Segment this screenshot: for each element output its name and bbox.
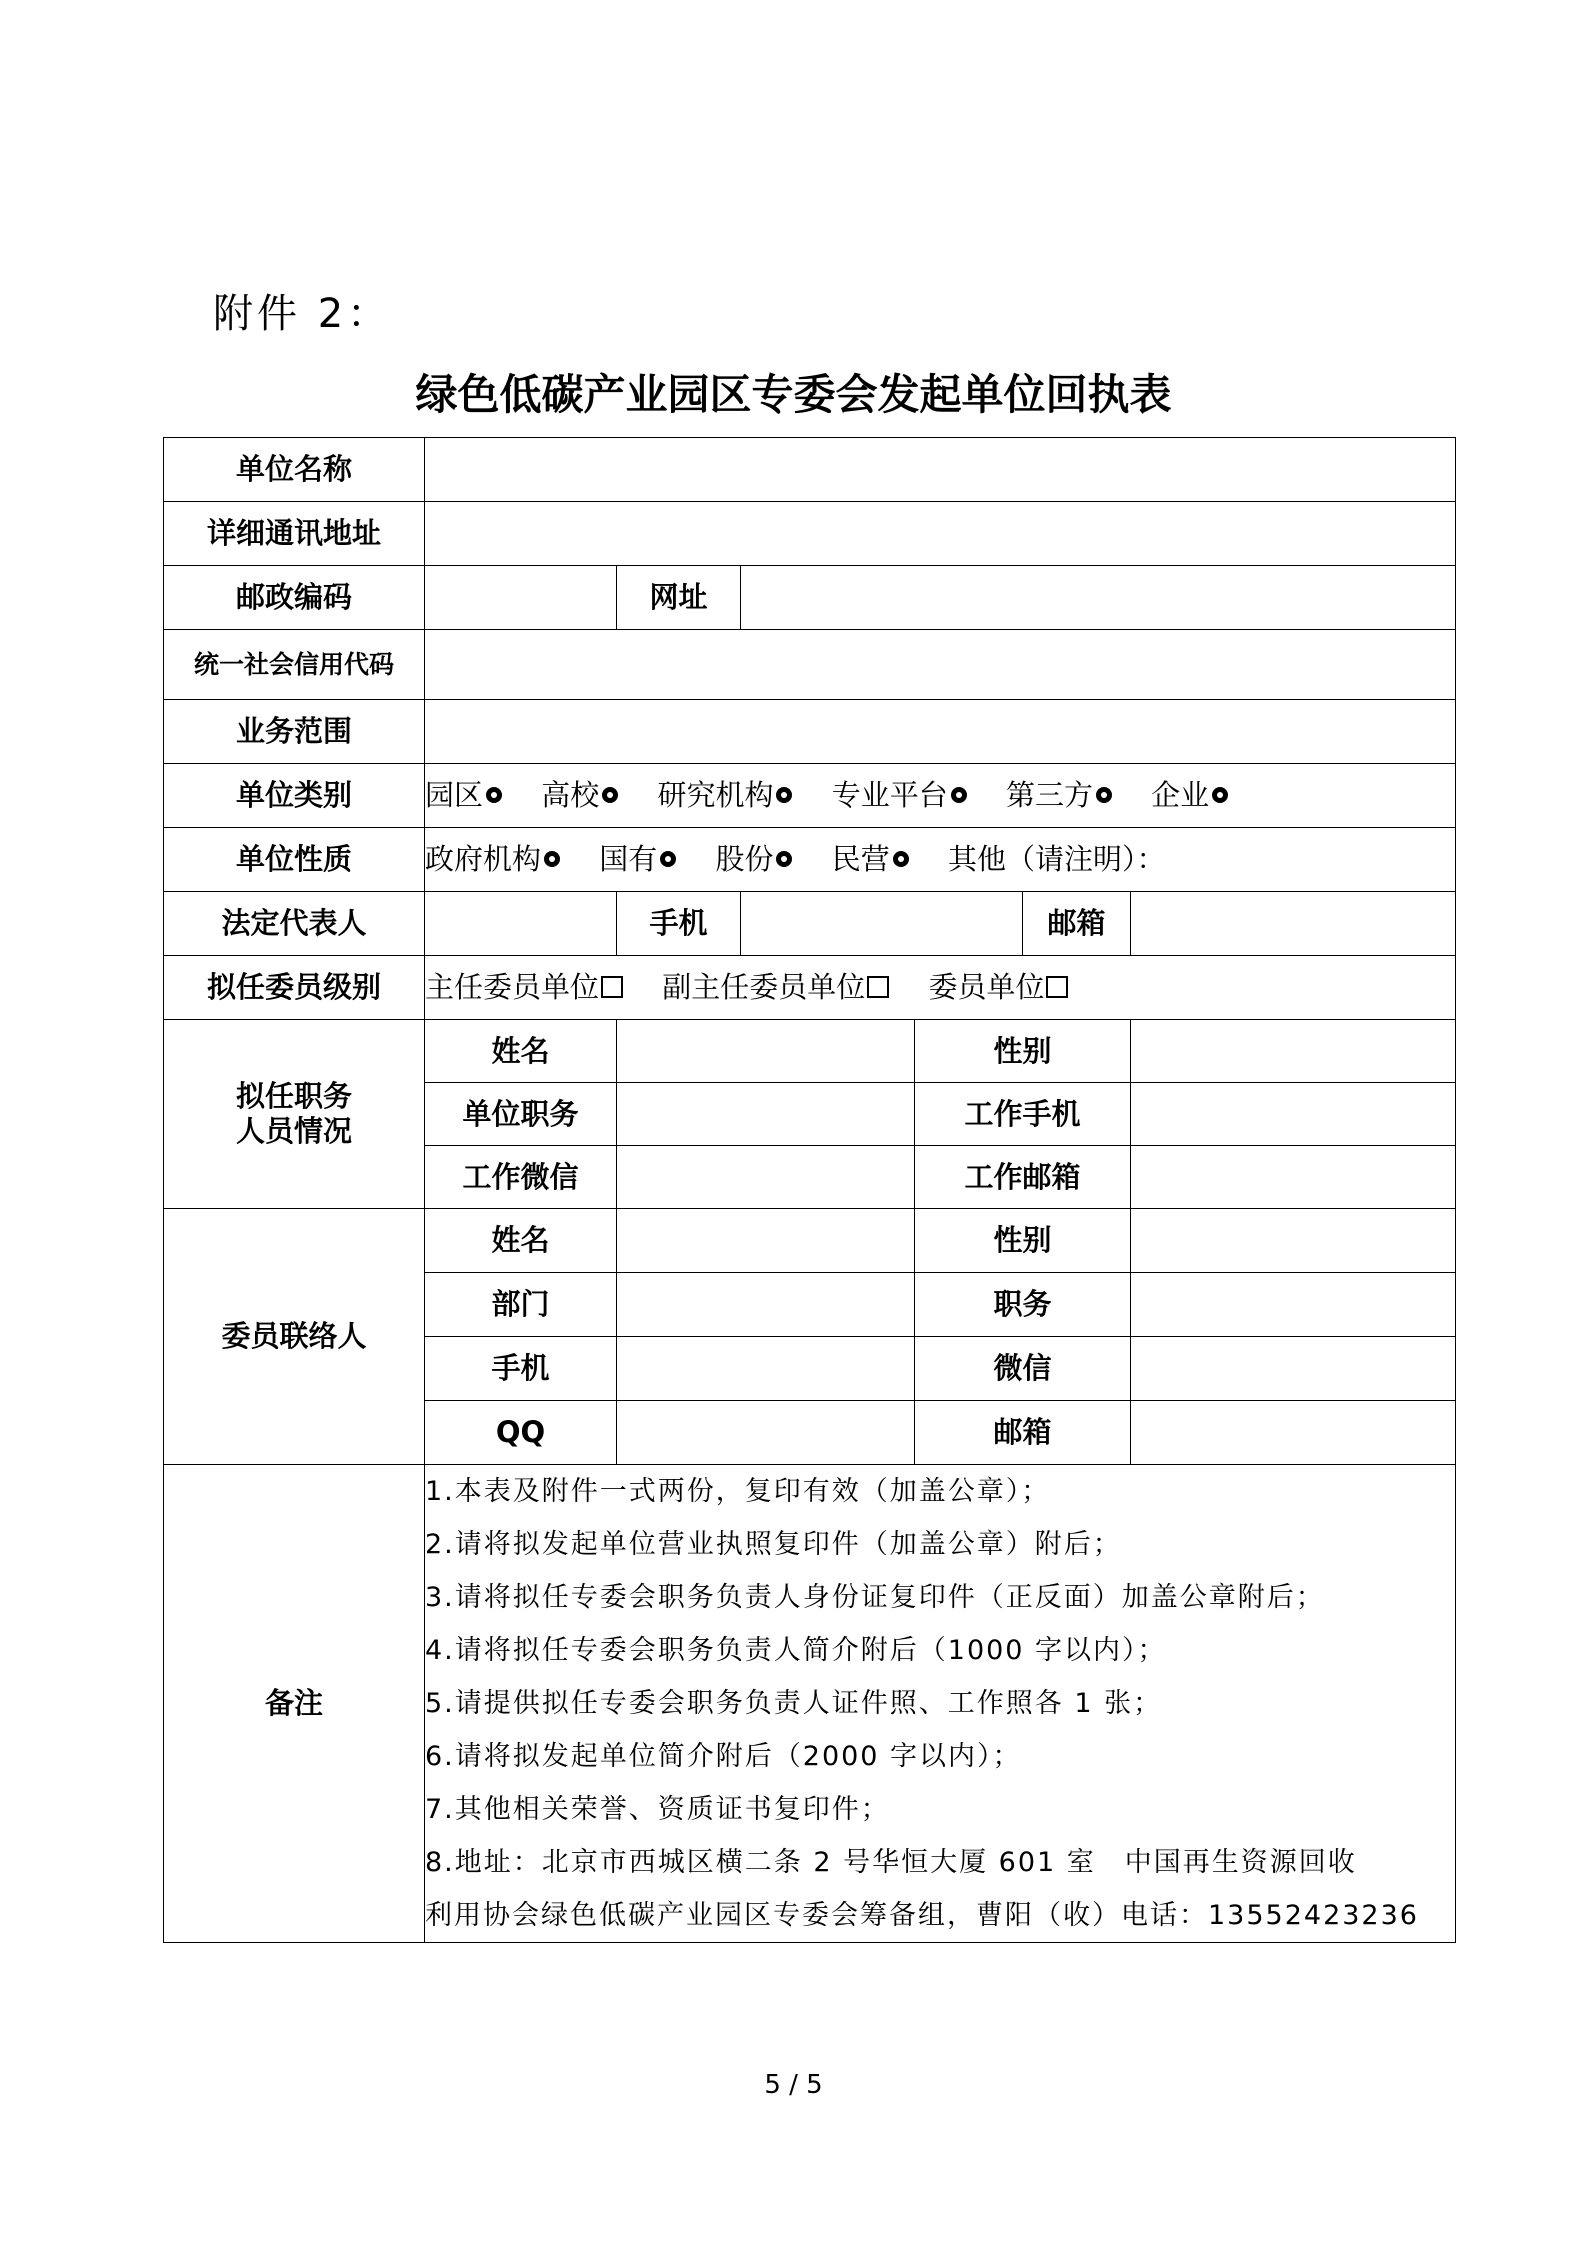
liaison-email-field[interactable] — [1131, 1401, 1456, 1465]
category-option-university[interactable]: 高校 — [541, 778, 618, 812]
person-unit-position-field[interactable] — [617, 1083, 915, 1146]
liaison-department-label: 部门 — [425, 1273, 617, 1337]
level-option-chair[interactable]: 主任委员单位 — [425, 970, 623, 1004]
person-work-email-field[interactable] — [1131, 1146, 1456, 1209]
unit-name-field[interactable] — [425, 438, 1456, 502]
unit-category-label: 单位类别 — [164, 764, 425, 828]
note-line: 3.请将拟任专委会职务负责人身份证复印件（正反面）加盖公章附后； — [425, 1582, 1325, 1613]
nature-option-other[interactable]: 其他（请注明）： — [947, 842, 1166, 877]
radio-icon[interactable] — [544, 851, 560, 867]
member-level-options — [425, 956, 1456, 1020]
attachment-label: 附件 2： — [213, 291, 392, 337]
liaison-name-field[interactable] — [617, 1209, 915, 1273]
category-option-park[interactable]: 园区 — [425, 778, 502, 812]
person-work-mobile-field[interactable] — [1131, 1083, 1456, 1146]
note-line: 4.请将拟任专委会职务负责人简介附后（1000 字以内）； — [425, 1635, 1167, 1666]
radio-icon[interactable] — [776, 787, 792, 803]
postcode-label: 邮政编码 — [164, 566, 425, 630]
row-address — [164, 502, 1456, 566]
checkbox-icon[interactable] — [601, 976, 623, 998]
note-line: 5.请提供拟任专委会职务负责人证件照、工作照各 1 张； — [425, 1688, 1163, 1719]
mobile-label: 手机 — [617, 892, 741, 956]
liaison-name-label: 姓名 — [425, 1209, 617, 1273]
person-name-field[interactable] — [617, 1020, 915, 1083]
unit-nature-options — [425, 828, 1456, 892]
business-scope-field[interactable] — [425, 700, 1456, 764]
note-line: 2.请将拟发起单位营业执照复印件（加盖公章）附后； — [425, 1529, 1122, 1560]
person-work-wechat-label: 工作微信 — [425, 1146, 617, 1209]
nature-option-government[interactable]: 政府机构 — [425, 842, 560, 876]
mobile-field[interactable] — [741, 892, 1023, 956]
liaison-position-label: 职务 — [915, 1273, 1131, 1337]
row-credit-code — [164, 630, 1456, 700]
remarks-label: 备注 — [164, 1465, 425, 1943]
row-person-1 — [164, 1020, 1456, 1083]
note-line: 6.请将拟发起单位简介附后（2000 字以内）； — [425, 1741, 1022, 1772]
website-label: 网址 — [617, 566, 741, 630]
row-member-level — [164, 956, 1456, 1020]
row-unit-nature — [164, 828, 1456, 892]
liaison-department-field[interactable] — [617, 1273, 915, 1337]
liaison-gender-label: 性别 — [915, 1209, 1131, 1273]
email-label: 邮箱 — [1023, 892, 1131, 956]
radio-icon[interactable] — [660, 851, 676, 867]
category-option-research[interactable]: 研究机构 — [657, 778, 792, 812]
note-line: 7.其他相关荣誉、资质证书复印件； — [425, 1794, 890, 1825]
radio-icon[interactable] — [1212, 787, 1228, 803]
person-work-mobile-label: 工作手机 — [915, 1083, 1131, 1146]
liaison-position-field[interactable] — [1131, 1273, 1456, 1337]
liaison-gender-field[interactable] — [1131, 1209, 1456, 1273]
note-line: 8.地址：北京市西城区横二条 2 号华恒大厦 601 室 中国再生资源回收 — [425, 1847, 1357, 1878]
row-legal-rep — [164, 892, 1456, 956]
liaison-qq-label: QQ — [425, 1401, 617, 1465]
person-gender-label: 性别 — [915, 1020, 1131, 1083]
liaison-qq-field[interactable] — [617, 1401, 915, 1465]
position-person-label: 拟任职务 人员情况 — [164, 1020, 425, 1209]
radio-icon[interactable] — [893, 851, 909, 867]
person-name-label: 姓名 — [425, 1020, 617, 1083]
note-line: 1.本表及附件一式两份，复印有效（加盖公章）； — [425, 1476, 1051, 1507]
row-remarks — [164, 1465, 1456, 1943]
checkbox-icon[interactable] — [1046, 976, 1068, 998]
note-line: 利用协会绿色低碳产业园区专委会筹备组，曹阳（收）电话：13552423236 — [425, 1900, 1419, 1931]
level-option-member[interactable]: 委员单位 — [928, 970, 1068, 1004]
unit-name-label: 单位名称 — [164, 438, 425, 502]
business-scope-label: 业务范围 — [164, 700, 425, 764]
category-option-third-party[interactable]: 第三方 — [1006, 778, 1112, 812]
row-postcode — [164, 566, 1456, 630]
category-option-enterprise[interactable]: 企业 — [1151, 778, 1228, 812]
radio-icon[interactable] — [776, 851, 792, 867]
email-field[interactable] — [1131, 892, 1456, 956]
person-gender-field[interactable] — [1131, 1020, 1456, 1083]
radio-icon[interactable] — [486, 787, 502, 803]
liaison-mobile-label: 手机 — [425, 1337, 617, 1401]
row-unit-name — [164, 438, 1456, 502]
liaison-label: 委员联络人 — [164, 1209, 425, 1465]
nature-option-joint-stock[interactable]: 股份 — [715, 842, 792, 876]
row-business-scope — [164, 700, 1456, 764]
category-option-platform[interactable]: 专业平台 — [832, 778, 967, 812]
form-title: 绿色低碳产业园区专委会发起单位回执表 — [415, 370, 1172, 419]
row-liaison-1 — [164, 1209, 1456, 1273]
radio-icon[interactable] — [951, 787, 967, 803]
liaison-mobile-field[interactable] — [617, 1337, 915, 1401]
liaison-email-label: 邮箱 — [915, 1401, 1131, 1465]
page-number: 5 / 5 — [764, 2070, 823, 2100]
postcode-field[interactable] — [425, 566, 617, 630]
person-work-wechat-field[interactable] — [617, 1146, 915, 1209]
person-work-email-label: 工作邮箱 — [915, 1146, 1131, 1209]
receipt-form-table — [163, 437, 1456, 1943]
legal-rep-label: 法定代表人 — [164, 892, 425, 956]
unit-nature-label: 单位性质 — [164, 828, 425, 892]
checkbox-icon[interactable] — [867, 976, 889, 998]
row-unit-category — [164, 764, 1456, 828]
unit-category-options — [425, 764, 1456, 828]
legal-rep-field[interactable] — [425, 892, 617, 956]
address-label: 详细通讯地址 — [164, 502, 425, 566]
credit-code-field[interactable] — [425, 630, 1456, 700]
radio-icon[interactable] — [1096, 787, 1112, 803]
level-option-vice-chair[interactable]: 副主任委员单位 — [662, 970, 889, 1004]
liaison-wechat-field[interactable] — [1131, 1337, 1456, 1401]
nature-option-state-owned[interactable]: 国有 — [599, 842, 676, 876]
nature-option-private[interactable]: 民营 — [832, 842, 909, 876]
person-unit-position-label: 单位职务 — [425, 1083, 617, 1146]
radio-icon[interactable] — [602, 787, 618, 803]
credit-code-label: 统一社会信用代码 — [164, 630, 425, 700]
liaison-wechat-label: 微信 — [915, 1337, 1131, 1401]
remarks-notes — [425, 1465, 1456, 1943]
website-field[interactable] — [741, 566, 1456, 630]
address-field[interactable] — [425, 502, 1456, 566]
member-level-label: 拟任委员级别 — [164, 956, 425, 1020]
